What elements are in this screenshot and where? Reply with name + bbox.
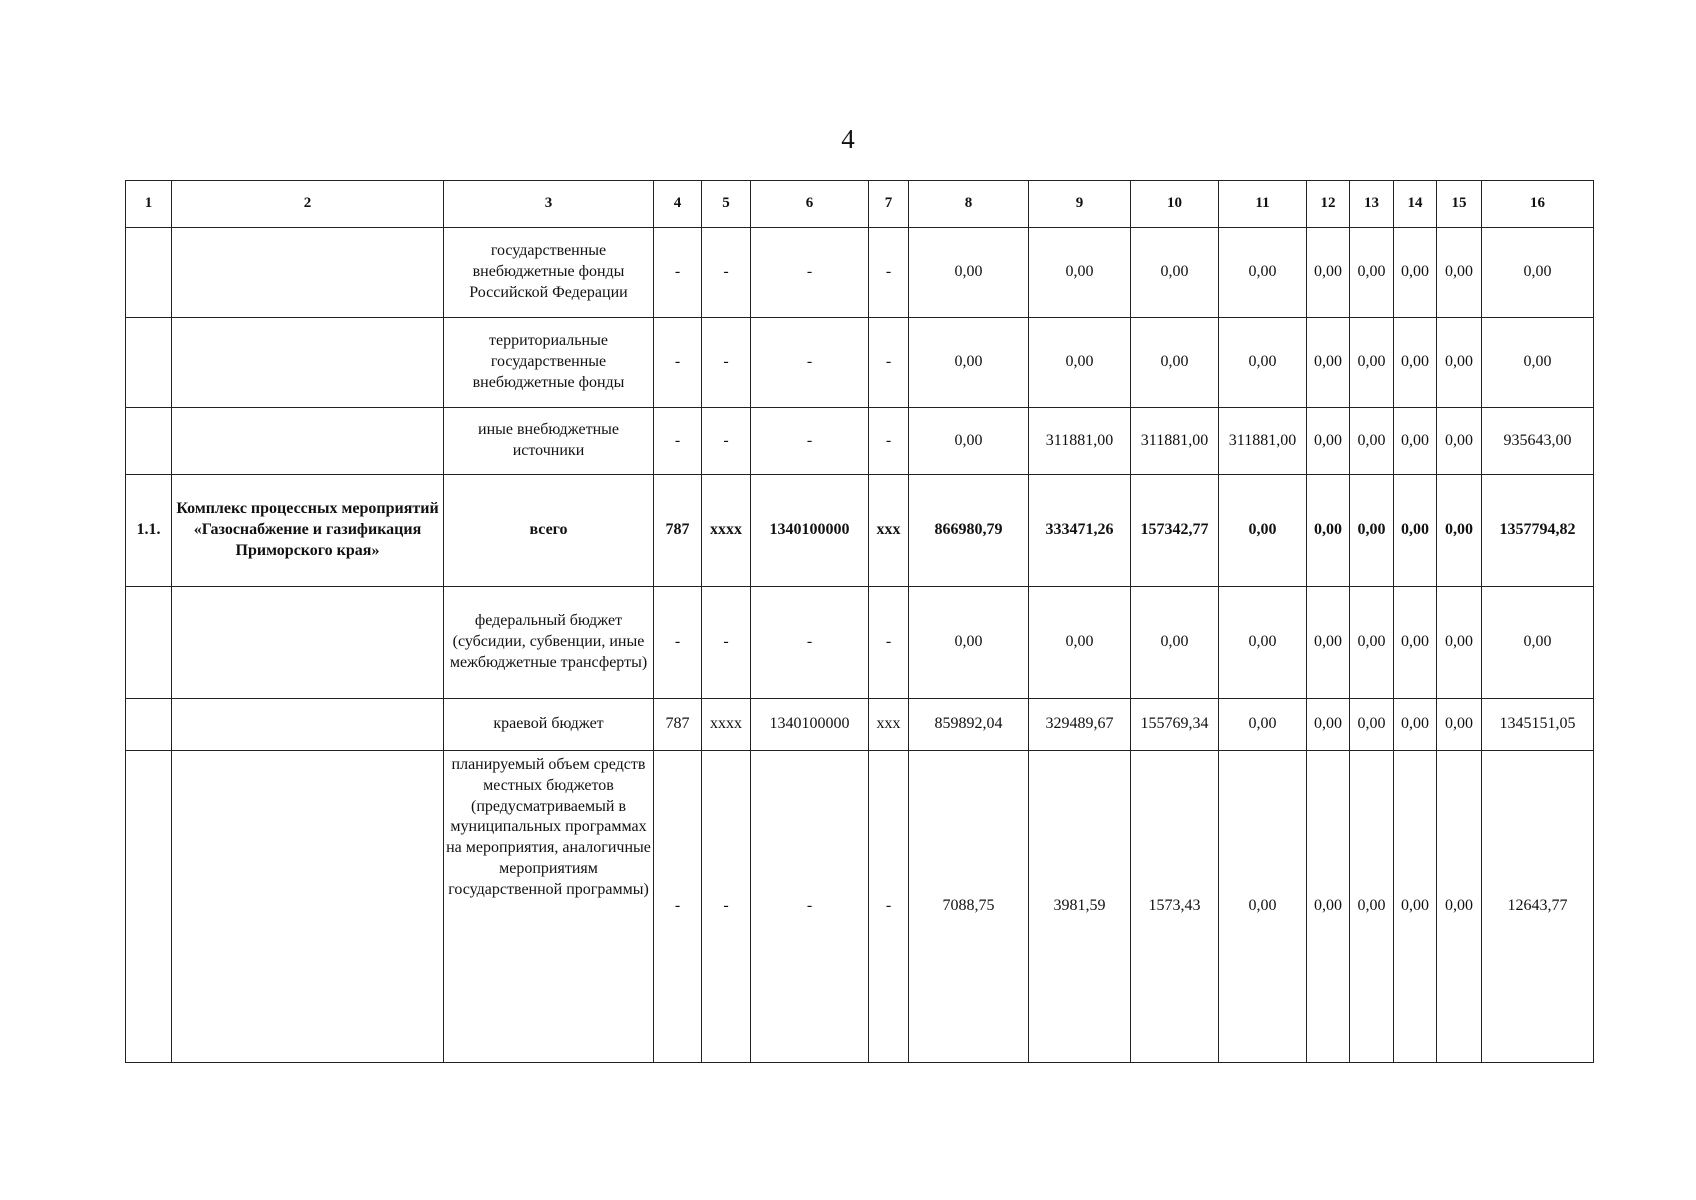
- value-cell: -: [751, 318, 869, 408]
- column-header: 13: [1350, 181, 1394, 228]
- value-cell: 0,00: [1029, 587, 1131, 699]
- value-cell: 859892,04: [909, 699, 1029, 751]
- value-cell: -: [869, 228, 909, 318]
- measure-name-cell: [172, 318, 444, 408]
- value-cell: xxxx: [702, 699, 751, 751]
- value-cell: 0,00: [1437, 475, 1482, 587]
- column-header: 5: [702, 181, 751, 228]
- row-number-cell: 1.1.: [126, 475, 172, 587]
- value-cell: 0,00: [1394, 318, 1437, 408]
- value-cell: 0,00: [909, 228, 1029, 318]
- value-cell: 0,00: [1219, 318, 1307, 408]
- measure-name-cell: Комплекс процессных мероприятий «Газоснабжение и газификация Приморского края»: [172, 475, 444, 587]
- value-cell: 1340100000: [751, 699, 869, 751]
- value-cell: 0,00: [1394, 699, 1437, 751]
- value-cell: 311881,00: [1029, 408, 1131, 475]
- value-cell: 0,00: [1219, 228, 1307, 318]
- column-header: 7: [869, 181, 909, 228]
- table-row: [126, 751, 1594, 1063]
- value-cell: 0,00: [1219, 475, 1307, 587]
- column-header: 2: [172, 181, 444, 228]
- row-number-cell: [126, 318, 172, 408]
- row-number-cell: [126, 408, 172, 475]
- row-number-cell: [126, 587, 172, 699]
- column-header: 9: [1029, 181, 1131, 228]
- value-cell: 157342,77: [1131, 475, 1219, 587]
- column-header: 15: [1437, 181, 1482, 228]
- funding-source-cell: планируемый объем средств местных бюджетов (предусматриваемый в муниципальных программах на мероприятия, аналогичные мероприятиям государственной программы): [444, 751, 654, 1063]
- value-cell: 935643,00: [1482, 408, 1594, 475]
- value-cell: 0,00: [1350, 587, 1394, 699]
- column-header: 6: [751, 181, 869, 228]
- value-cell: 1573,43: [1131, 751, 1219, 1063]
- value-cell: 0,00: [1350, 751, 1394, 1063]
- value-cell: 12643,77: [1482, 751, 1594, 1063]
- value-cell: 0,00: [1350, 699, 1394, 751]
- value-cell: 0,00: [1482, 228, 1594, 318]
- value-cell: -: [702, 408, 751, 475]
- value-cell: -: [869, 408, 909, 475]
- column-header: 10: [1131, 181, 1219, 228]
- value-cell: -: [654, 228, 702, 318]
- page-number: 4: [841, 124, 855, 154]
- value-cell: 0,00: [1219, 699, 1307, 751]
- table-row: [126, 228, 1594, 318]
- column-header: 1: [126, 181, 172, 228]
- value-cell: 0,00: [909, 408, 1029, 475]
- value-cell: 0,00: [1219, 751, 1307, 1063]
- value-cell: 0,00: [1437, 318, 1482, 408]
- value-cell: -: [654, 587, 702, 699]
- value-cell: xxxx: [702, 475, 751, 587]
- funding-source-cell: федеральный бюджет (субсидии, субвенции, иные межбюджетные трансферты): [444, 587, 654, 699]
- value-cell: 0,00: [1394, 587, 1437, 699]
- value-cell: -: [702, 228, 751, 318]
- measure-name-cell: [172, 587, 444, 699]
- value-cell: 0,00: [1437, 751, 1482, 1063]
- value-cell: -: [654, 318, 702, 408]
- value-cell: 0,00: [1437, 587, 1482, 699]
- value-cell: 787: [654, 699, 702, 751]
- value-cell: xxx: [869, 699, 909, 751]
- value-cell: 0,00: [1394, 751, 1437, 1063]
- value-cell: -: [702, 318, 751, 408]
- measure-name-cell: [172, 408, 444, 475]
- value-cell: 0,00: [1131, 318, 1219, 408]
- value-cell: 0,00: [1350, 318, 1394, 408]
- value-cell: -: [654, 751, 702, 1063]
- column-header: 4: [654, 181, 702, 228]
- measure-name-cell: [172, 751, 444, 1063]
- value-cell: 155769,34: [1131, 699, 1219, 751]
- value-cell: -: [751, 408, 869, 475]
- value-cell: 1345151,05: [1482, 699, 1594, 751]
- column-header: 12: [1307, 181, 1350, 228]
- value-cell: 0,00: [1307, 587, 1350, 699]
- value-cell: 0,00: [1029, 228, 1131, 318]
- value-cell: 866980,79: [909, 475, 1029, 587]
- value-cell: 311881,00: [1131, 408, 1219, 475]
- row-number-cell: [126, 228, 172, 318]
- column-header: 11: [1219, 181, 1307, 228]
- row-number-cell: [126, 751, 172, 1063]
- value-cell: 0,00: [1307, 475, 1350, 587]
- value-cell: 0,00: [909, 318, 1029, 408]
- value-cell: -: [869, 318, 909, 408]
- value-cell: 0,00: [1307, 751, 1350, 1063]
- column-header: 16: [1482, 181, 1594, 228]
- funding-source-cell: территориальные государственные внебюджетные фонды: [444, 318, 654, 408]
- value-cell: 1340100000: [751, 475, 869, 587]
- row-number-cell: [126, 699, 172, 751]
- value-cell: -: [654, 408, 702, 475]
- value-cell: 0,00: [1029, 318, 1131, 408]
- value-cell: 0,00: [1394, 475, 1437, 587]
- value-cell: 0,00: [1307, 408, 1350, 475]
- value-cell: 311881,00: [1219, 408, 1307, 475]
- funding-source-cell: государственные внебюджетные фонды Российской Федерации: [444, 228, 654, 318]
- value-cell: 0,00: [1307, 318, 1350, 408]
- value-cell: 0,00: [1131, 587, 1219, 699]
- value-cell: 0,00: [1307, 228, 1350, 318]
- value-cell: 0,00: [1394, 228, 1437, 318]
- value-cell: -: [751, 587, 869, 699]
- value-cell: 787: [654, 475, 702, 587]
- funding-source-cell: иные внебюджетные источники: [444, 408, 654, 475]
- value-cell: 0,00: [1394, 408, 1437, 475]
- column-header: 14: [1394, 181, 1437, 228]
- table-row: [126, 699, 1594, 751]
- value-cell: 0,00: [1131, 228, 1219, 318]
- measure-name-cell: [172, 699, 444, 751]
- value-cell: -: [751, 751, 869, 1063]
- value-cell: 0,00: [909, 587, 1029, 699]
- value-cell: 3981,59: [1029, 751, 1131, 1063]
- value-cell: 0,00: [1437, 228, 1482, 318]
- value-cell: 329489,67: [1029, 699, 1131, 751]
- value-cell: 0,00: [1350, 475, 1394, 587]
- table-row: [126, 587, 1594, 699]
- value-cell: 1357794,82: [1482, 475, 1594, 587]
- value-cell: 0,00: [1482, 587, 1594, 699]
- value-cell: 0,00: [1219, 587, 1307, 699]
- value-cell: -: [702, 751, 751, 1063]
- budget-table: [125, 180, 1594, 1063]
- table-row: [126, 318, 1594, 408]
- value-cell: 0,00: [1350, 228, 1394, 318]
- value-cell: 0,00: [1437, 408, 1482, 475]
- column-header: 3: [444, 181, 654, 228]
- value-cell: 0,00: [1350, 408, 1394, 475]
- measure-name-cell: [172, 228, 444, 318]
- table-row: [126, 475, 1594, 587]
- value-cell: 0,00: [1437, 699, 1482, 751]
- value-cell: 0,00: [1307, 699, 1350, 751]
- value-cell: xxx: [869, 475, 909, 587]
- value-cell: 7088,75: [909, 751, 1029, 1063]
- value-cell: -: [869, 751, 909, 1063]
- value-cell: 0,00: [1482, 318, 1594, 408]
- value-cell: 333471,26: [1029, 475, 1131, 587]
- table-row: [126, 408, 1594, 475]
- value-cell: -: [751, 228, 869, 318]
- funding-source-cell: всего: [444, 475, 654, 587]
- column-header: 8: [909, 181, 1029, 228]
- funding-source-cell: краевой бюджет: [444, 699, 654, 751]
- value-cell: -: [869, 587, 909, 699]
- header-row: [126, 181, 1594, 228]
- value-cell: -: [702, 587, 751, 699]
